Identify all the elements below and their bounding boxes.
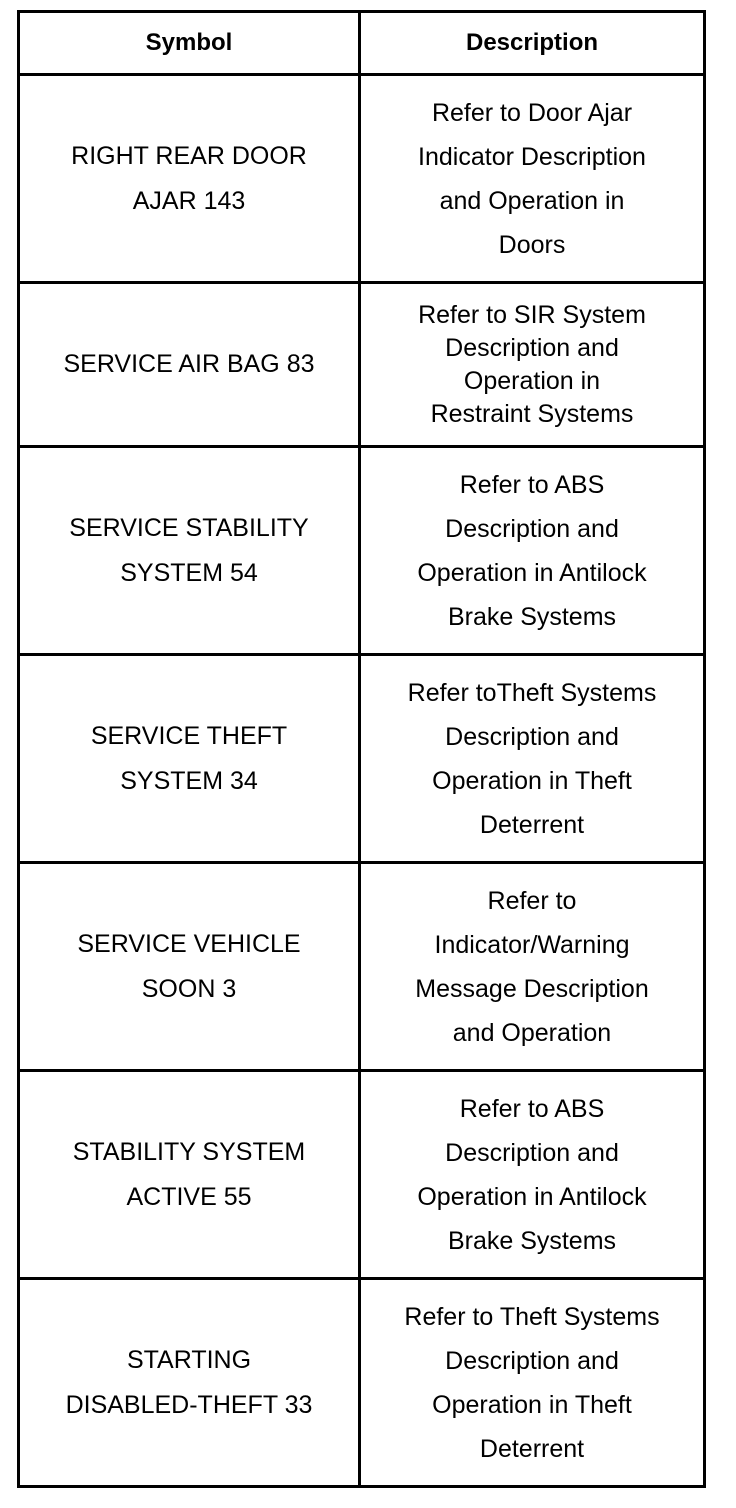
description-cell: [360, 1071, 705, 1279]
description-text: Description and: [445, 1346, 619, 1375]
description-cell: [360, 447, 705, 655]
description-text: Description and: [445, 514, 619, 543]
table-row: [19, 863, 705, 1071]
symbol-cell: [19, 283, 360, 447]
description-text: Description and: [445, 1138, 619, 1167]
symbol-text: STARTING: [126, 1345, 252, 1374]
symbol-cell: [19, 1071, 360, 1279]
table-row: [19, 1279, 705, 1487]
description-text: Description and: [445, 333, 619, 362]
description-text: Operation in Antilock: [417, 558, 647, 587]
table-row: [19, 1071, 705, 1279]
symbol-cell: [19, 1279, 360, 1487]
symbol-text: SOON 3: [141, 974, 237, 1003]
description-text: Brake Systems: [447, 1226, 617, 1255]
symbol-cell: [19, 655, 360, 863]
table-row: [19, 75, 705, 283]
description-text: and Operation: [452, 1018, 612, 1047]
description-text: and Operation in: [439, 186, 625, 215]
description-text: Operation in: [463, 366, 601, 395]
symbol-cell: [19, 447, 360, 655]
description-text: Refer toTheft Systems: [407, 678, 657, 707]
description-text: Doors: [498, 230, 566, 259]
description-text: Operation in Theft: [432, 766, 632, 795]
symbol-text: RIGHT REAR DOOR: [71, 141, 307, 170]
description-text: Description and: [445, 722, 619, 751]
description-text: Refer to ABS: [459, 1094, 605, 1123]
table-row: [19, 655, 705, 863]
symbol-cell: [19, 863, 360, 1071]
symbol-text: SYSTEM 54: [120, 558, 258, 587]
symbol-text: SYSTEM 34: [120, 766, 258, 795]
symbol-text: SERVICE AIR BAG 83: [63, 350, 315, 378]
table-header-row: [19, 12, 705, 75]
table-row: [19, 283, 705, 447]
symbol-text: SERVICE STABILITY: [69, 513, 309, 542]
symbol-text: ACTIVE 55: [126, 1182, 252, 1211]
description-text: Message Description: [415, 974, 649, 1003]
header-symbol: Symbol: [19, 12, 360, 75]
description-cell: [360, 75, 705, 283]
table-row: [19, 447, 705, 655]
description-text: Operation in Theft: [432, 1390, 632, 1419]
description-text: Indicator/Warning: [434, 930, 630, 959]
description-text: Refer to Door Ajar: [431, 98, 633, 127]
symbol-description-table: [17, 10, 706, 1488]
symbol-text: AJAR 143: [132, 186, 246, 215]
symbol-text: STABILITY SYSTEM: [72, 1137, 306, 1166]
description-text: Operation in Antilock: [417, 1182, 647, 1211]
description-text: Deterrent: [479, 1434, 585, 1463]
description-text: Refer to: [487, 886, 577, 915]
description-text: Indicator Description: [418, 142, 646, 171]
description-cell: [360, 283, 705, 447]
description-text: Brake Systems: [447, 602, 617, 631]
symbol-text: SERVICE VEHICLE: [77, 929, 301, 958]
symbol-text: SERVICE THEFT: [90, 721, 288, 750]
description-text: Refer to ABS: [459, 470, 605, 499]
description-cell: [360, 655, 705, 863]
header-description: Description: [360, 12, 705, 75]
description-text: Refer to SIR System: [418, 300, 646, 329]
description-text: Refer to Theft Systems: [404, 1302, 660, 1331]
description-cell: [360, 1279, 705, 1487]
description-cell: [360, 863, 705, 1071]
symbol-text: DISABLED-THEFT 33: [65, 1390, 313, 1419]
description-text: Deterrent: [479, 810, 585, 839]
description-text: Restraint Systems: [430, 399, 634, 428]
symbol-cell: [19, 75, 360, 283]
